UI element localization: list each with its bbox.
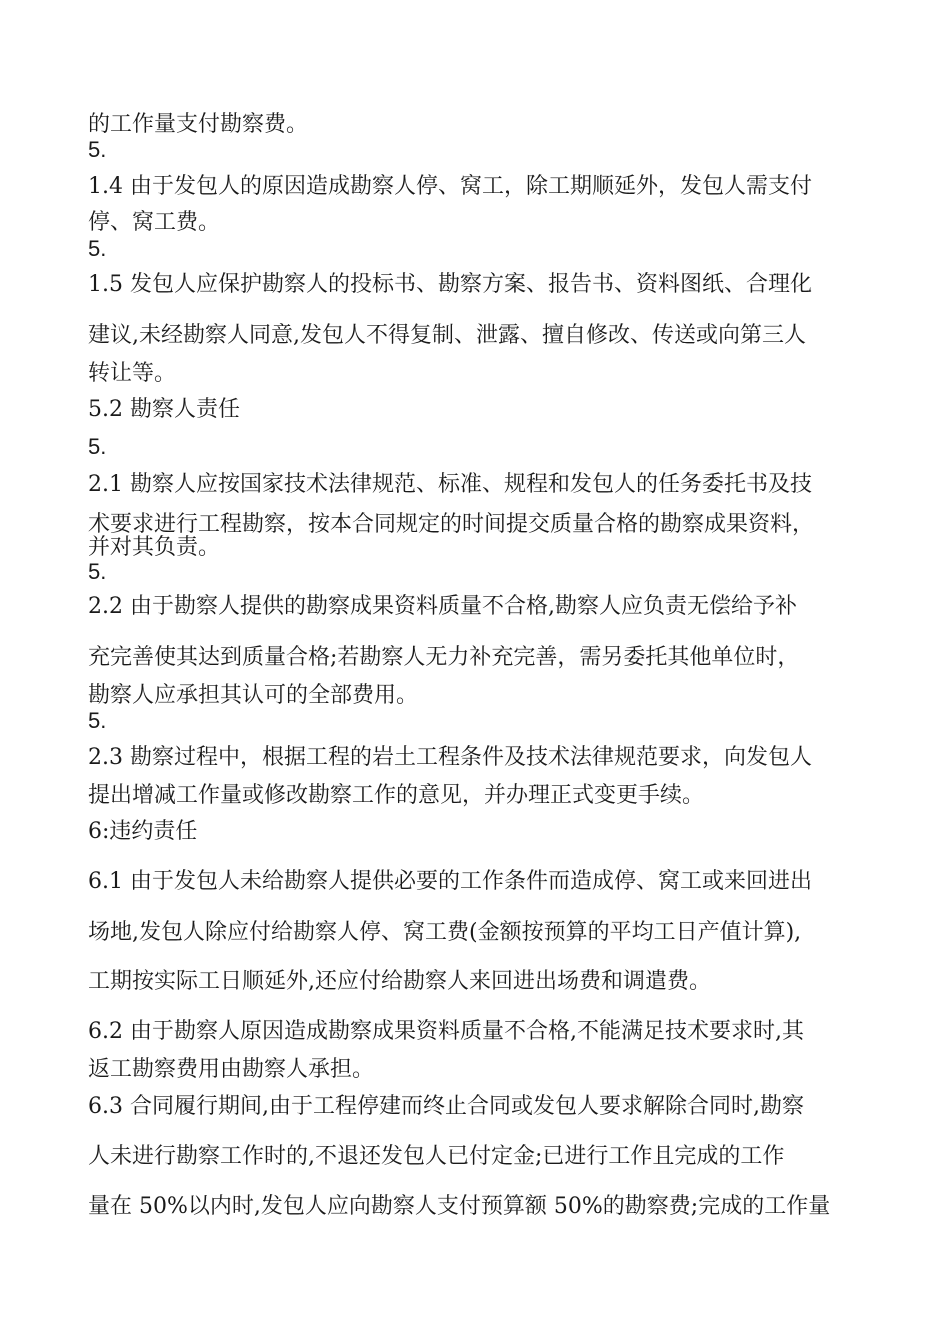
section-heading-6: 6:违约责任 [88,819,198,844]
text-line: 并对其负责。 [88,535,221,560]
clause-5-1-4: 1.4 由于发包人的原因造成勘察人停、窝工，除工期顺延外，发包人需支付 [88,174,812,199]
text-line: 工期按实际工日顺延外,还应付给勘察人来回进出场费和调遣费。 [88,969,711,994]
section-number: 5. [88,708,107,733]
text-line: 建议,未经勘察人同意,发包人不得复制、泄露、擅自修改、传送或向第三人 [88,323,806,348]
clause-5-2-1: 2.1 勘察人应按国家技术法律规范、标准、规程和发包人的任务委托书及技 [88,472,812,497]
text-line: 勘察人应承担其认可的全部费用。 [88,683,419,708]
section-number: 5. [88,236,107,261]
section-number: 5. [88,559,107,584]
clause-6-2: 6.2 由于勘察人原因造成勘察成果资料质量不合格,不能满足技术要求时,其 [88,1019,804,1044]
text-line: 充完善使其达到质量合格;若勘察人无力补充完善，需另委托其他单位时， [88,645,800,670]
section-number: 5. [88,434,107,459]
text-line: 提出增减工作量或修改勘察工作的意见，并办理正式变更手续。 [88,783,705,808]
text-line: 人未进行勘察工作时的,不退还发包人已付定金;已进行工作且完成的工作 [88,1144,785,1169]
text-line: 场地,发包人除应付给勘察人停、窝工费(金额按预算的平均工日产值计算), [88,920,802,945]
text-line: 量在 50%以内时,发包人应向勘察人支付预算额 50%的勘察费;完成的工作量 [88,1194,831,1219]
text-line: 转让等。 [88,361,177,386]
clause-5-1-5: 1.5 发包人应保护勘察人的投标书、勘察方案、报告书、资料图纸、合理化 [88,272,812,297]
text-line: 术要求进行工程勘察，按本合同规定的时间提交质量合格的勘察成果资料， [88,512,815,537]
clause-5-2-2: 2.2 由于勘察人提供的勘察成果资料质量不合格,勘察人应负责无偿给予补 [88,594,797,619]
text-line: 的工作量支付勘察费。 [88,112,309,137]
clause-6-1: 6.1 由于发包人未给勘察人提供必要的工作条件而造成停、窝工或来回进出 [88,869,812,894]
section-number: 5. [88,137,107,162]
text-line: 停、窝工费。 [88,210,221,235]
clause-6-3: 6.3 合同履行期间,由于工程停建而终止合同或发包人要求解除合同时,勘察 [88,1094,804,1119]
section-heading-5-2: 5.2 勘察人责任 [88,397,240,422]
clause-5-2-3: 2.3 勘察过程中，根据工程的岩土工程条件及技术法律规范要求，向发包人 [88,745,812,770]
text-line: 返工勘察费用由勘察人承担。 [88,1057,375,1082]
